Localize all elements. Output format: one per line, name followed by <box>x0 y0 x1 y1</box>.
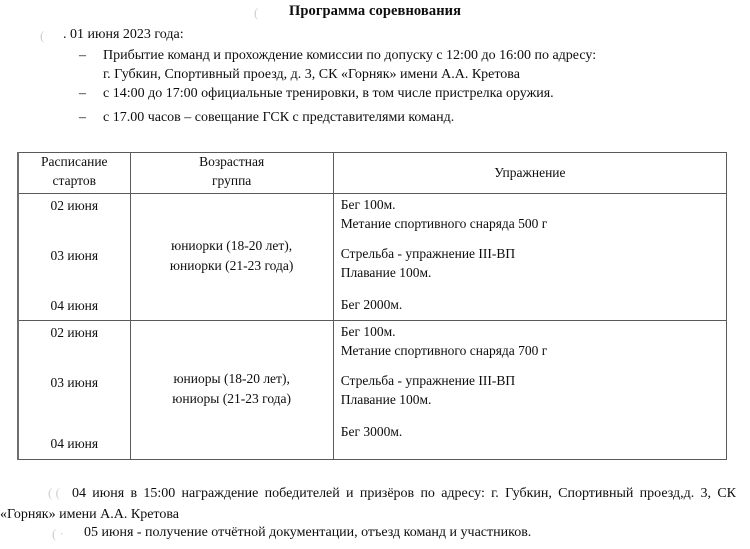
bullet-dash-icon: – <box>79 86 86 101</box>
exercise-value: Бег 3000м. <box>340 424 403 439</box>
exercise-value: Метание спортивного снаряда 700 г <box>340 343 548 358</box>
list-item-line1: Прибытие команд и прохождение комиссии по допуску с 12:00 до 16:00 по адресу: <box>103 48 597 63</box>
column-header-schedule <box>18 153 130 194</box>
column-header-schedule-line2: стартов <box>52 172 97 188</box>
exercise-value: Стрельба - упражнение III-ВП <box>340 246 516 261</box>
list-item-line1: с 14:00 до 17:00 официальные тренировки, в том числе пристрелка оружия. <box>103 86 554 101</box>
competition-program-table <box>17 152 727 460</box>
age-group-line2: юниоры (21-23 года) <box>172 390 292 406</box>
exercise-value: Бег 100м. <box>340 324 396 339</box>
list-item <box>0 86 750 110</box>
intro-date-line: . 01 июня 2023 года: <box>63 27 184 42</box>
footer-paragraph-award: 04 июня в 15:00 награждение победителей и призёров по адресу: г. Губкин, Спортивный проезд,д. 3, СК «Горняк» имени А.А. Кретова <box>0 486 736 522</box>
scan-artifact-footer-1: ( ( <box>48 485 60 500</box>
table-body <box>18 194 727 460</box>
exercise-value: Бег 100м. <box>340 197 396 212</box>
age-group-line1: юниорки (18-20 лет), <box>171 238 293 253</box>
exercise-value: Плавание 100м. <box>340 392 432 407</box>
table-header <box>18 153 727 194</box>
column-header-exercise: Упражнение <box>333 153 726 194</box>
date-value: 02 июня <box>50 198 99 213</box>
table-row <box>18 194 727 321</box>
list-item-line1: с 17.00 часов – совещание ГСК с представителями команд. <box>103 110 455 125</box>
date-value: 04 июня <box>50 436 99 451</box>
exercise-value: Плавание 100м. <box>340 265 432 280</box>
date-value: 03 июня <box>50 248 99 263</box>
column-header-schedule-line1: Расписание <box>41 154 108 169</box>
age-group-line1: юниоры (18-20 лет), <box>173 371 290 386</box>
table-header-row <box>18 153 727 194</box>
scan-artifact-title: ( <box>254 5 259 20</box>
exercise-value: Бег 2000м. <box>340 297 403 312</box>
footer-paragraph-departure: 05 июня - получение отчётной документации, отъезд команд и участников. <box>84 525 532 540</box>
cell-exercises <box>333 321 726 460</box>
table-row <box>18 321 727 460</box>
scan-artifact-footer-2: ( · <box>52 526 64 541</box>
list-item <box>0 110 750 134</box>
date-value: 03 июня <box>50 375 99 390</box>
cell-exercises <box>333 194 726 321</box>
cell-dates <box>18 194 130 321</box>
column-header-age-group <box>130 153 333 194</box>
page-title: Программа соревнования <box>288 3 462 19</box>
column-header-age-group-line2: группа <box>211 172 252 188</box>
cell-age-group <box>130 194 333 321</box>
scan-artifact-date: ( <box>40 28 45 43</box>
bullet-dash-icon: – <box>79 48 86 63</box>
age-group-line2: юниорки (21-23 года) <box>169 257 294 273</box>
date-value: 02 июня <box>50 325 99 340</box>
date-value: 04 июня <box>50 298 99 313</box>
bullet-dash-icon: – <box>79 110 86 125</box>
list-item <box>0 48 750 86</box>
intro-bullet-list <box>0 48 750 134</box>
list-item-line2: г. Губкин, Спортивный проезд, д. 3, СК «Горняк» имени А.А. Кретова <box>103 67 520 82</box>
exercise-value: Стрельба - упражнение III-ВП <box>340 373 516 388</box>
exercise-value: Метание спортивного снаряда 500 г <box>340 216 548 231</box>
cell-age-group <box>130 321 333 460</box>
cell-dates <box>18 321 130 460</box>
column-header-age-group-line1: Возрастная <box>199 154 265 169</box>
